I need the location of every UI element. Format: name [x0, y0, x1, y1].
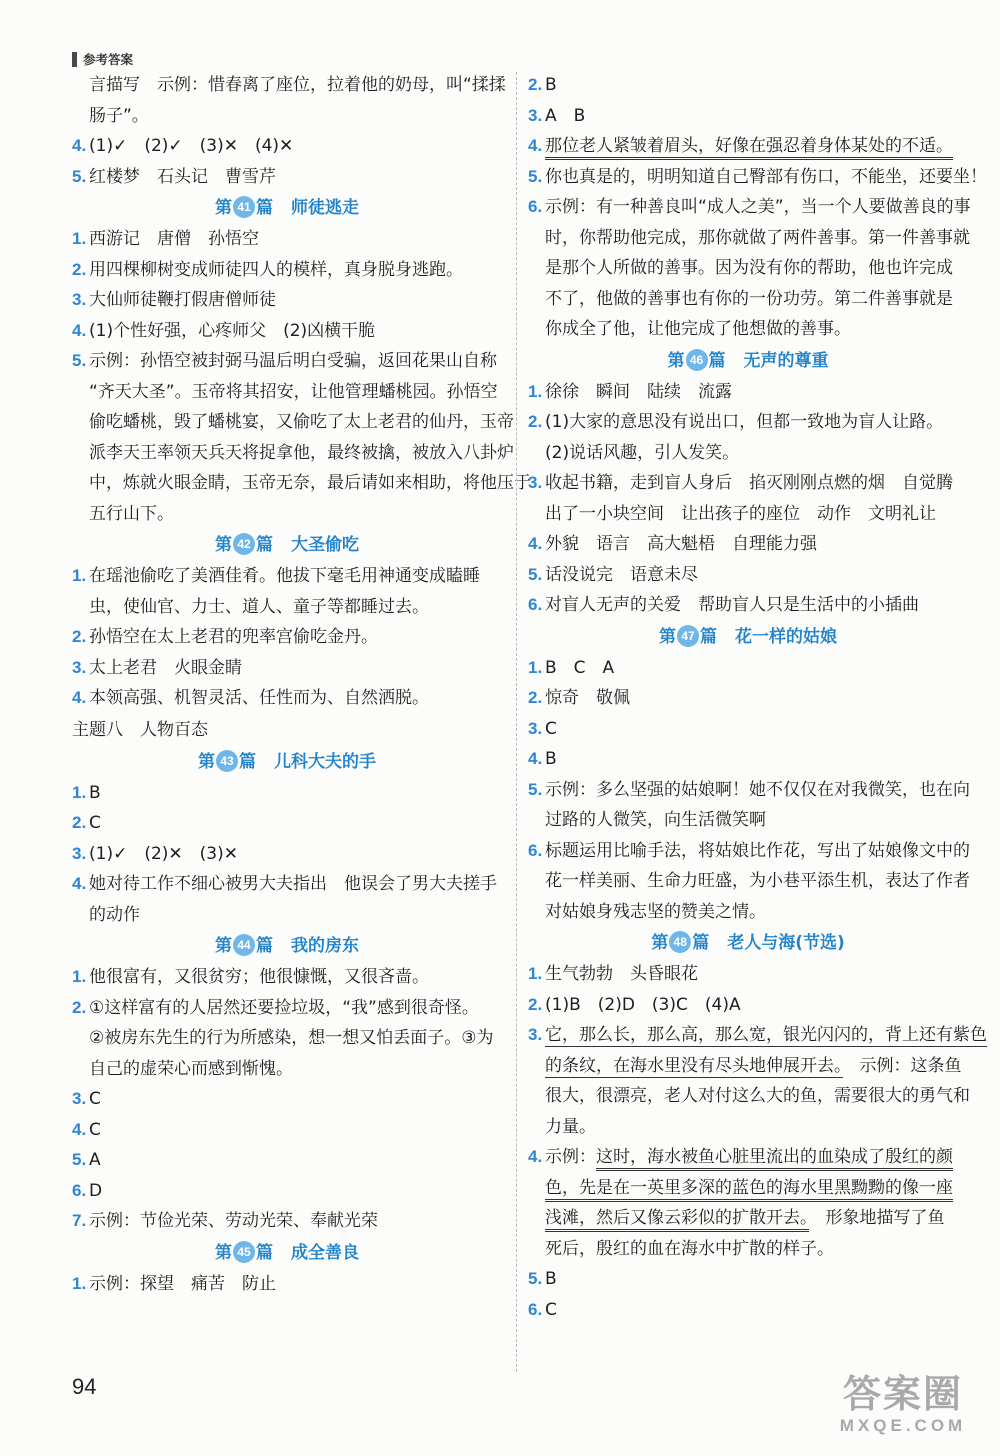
- answer-line: [72, 683, 502, 714]
- answer-line: [72, 778, 502, 809]
- answer-number: 5.: [72, 166, 87, 186]
- answer-text: C: [89, 1089, 101, 1109]
- answer-number: 6.: [528, 595, 543, 614]
- answer-line: [528, 560, 968, 591]
- section-prefix: 第: [667, 350, 685, 371]
- answer-text: 言描写 示例：惜春离了座位，拉着他的奶母，叫“揉揉: [89, 75, 506, 95]
- answer-text: (1)✓ (2)✕ (3)✕: [89, 843, 238, 864]
- section-number-badge: 44: [233, 934, 255, 956]
- answer-line: [528, 314, 968, 345]
- answer-line: [528, 284, 968, 315]
- section-title: [72, 1237, 502, 1269]
- answer-line: [72, 131, 502, 162]
- answer-line: [72, 839, 502, 870]
- answer-line: [72, 653, 502, 684]
- answer-line: [72, 808, 502, 839]
- answer-number: 3.: [528, 718, 543, 738]
- answer-item: [72, 70, 506, 131]
- answer-line: [528, 590, 968, 621]
- answer-line: [528, 1203, 968, 1234]
- answer-text: D: [89, 1180, 103, 1201]
- answer-number: 3.: [72, 657, 87, 677]
- answer-line: [528, 377, 968, 408]
- answer-line: [528, 162, 987, 193]
- answer-text: 惊奇 敬佩: [545, 688, 630, 708]
- answer-line: [72, 1084, 502, 1115]
- answer-text: 虫，使仙官、力士、道人、童子等都睡过去。: [89, 596, 429, 617]
- answer-line: [72, 162, 502, 193]
- answer-item: [72, 778, 502, 809]
- answer-item: [72, 622, 502, 653]
- answer-text: 生气勃勃 头昏眼花: [545, 964, 698, 984]
- section-title: [528, 345, 968, 377]
- answer-number: 4.: [72, 1119, 87, 1139]
- answer-item: [528, 683, 968, 714]
- answer-item: [72, 316, 502, 347]
- section-prefix: 第: [659, 626, 676, 647]
- answer-item: [72, 224, 502, 255]
- answer-text: 对姑娘身残志坚的赞美之情。: [545, 901, 766, 922]
- answer-line: [72, 1054, 502, 1085]
- answer-number: 2.: [72, 259, 87, 279]
- left-column: [72, 70, 531, 1299]
- answer-text: 不了，他做的善事也有你的一份功劳。第二件善事就是: [545, 288, 953, 309]
- answer-number: 2.: [72, 627, 87, 646]
- section-name: 成全善良: [291, 1242, 359, 1263]
- answer-line: [72, 499, 502, 530]
- answer-item: [72, 1084, 502, 1115]
- section-number-badge: 48: [669, 931, 691, 953]
- answer-line: [72, 869, 502, 900]
- right-column: [528, 70, 987, 1325]
- answer-number: 3.: [528, 473, 543, 492]
- answer-item: [72, 255, 502, 286]
- answer-number: 3.: [72, 290, 87, 309]
- answer-number: 3.: [528, 105, 543, 125]
- section-number-badge: 47: [677, 625, 699, 647]
- answer-line: [528, 529, 968, 560]
- answer-line: [72, 1206, 502, 1237]
- answer-number: 5.: [528, 564, 543, 584]
- answer-text: 很大，很漂亮，老人对付这么大的鱼，需要很大的勇气和: [545, 1086, 970, 1106]
- section-suffix: 篇: [700, 626, 717, 647]
- section-suffix: 篇: [256, 198, 273, 218]
- section-title: [72, 746, 502, 778]
- answer-number: 2.: [72, 997, 87, 1017]
- answer-item: [72, 1206, 502, 1237]
- section-number-badge: 45: [233, 1241, 255, 1263]
- answer-text: 示例：多么坚强的姑娘啊！她不仅仅在对我微笑，也在向: [545, 779, 970, 800]
- underlined-answer-text: 这时，海水被鱼心脏里流出的血染成了殷红的颜: [596, 1147, 953, 1171]
- answer-line: [528, 1234, 968, 1265]
- answer-text: 孙悟空在太上老君的兜率宫偷吃金丹。: [89, 627, 378, 647]
- underlined-answer-text: 那位老人紧皱着眉头，好像在强忍着身体某处的不适。: [545, 136, 953, 160]
- answer-text: 示例：: [545, 1147, 596, 1167]
- answer-text: 时，你帮助他完成，那你就做了两件善事。第一件善事就: [545, 227, 970, 248]
- underlined-answer-text: 色，先是在一英里多深的蓝色的海水里黑黝黝的像一座: [545, 1178, 953, 1202]
- answer-line: [72, 407, 514, 438]
- answer-text: 派李天王率领天兵天将捉拿他，最终被擒，被放入八卦炉: [89, 442, 514, 463]
- answer-line: [528, 866, 968, 897]
- answer-number: 3.: [72, 843, 87, 863]
- answer-item: [72, 285, 502, 316]
- answer-number: 1.: [72, 229, 87, 248]
- answer-item: [528, 990, 968, 1021]
- answer-number: 1.: [72, 782, 87, 802]
- answer-number: 6.: [72, 1180, 87, 1200]
- answer-text: ①这样富有的人居然还要捡垃圾，“我”感到很奇怪。: [89, 997, 479, 1018]
- section-number-badge: 46: [686, 349, 708, 371]
- answer-text: ②被房东先生的行为所感染，想一想又怕丢面子。③为: [89, 1028, 494, 1048]
- answer-text: B: [545, 749, 557, 769]
- answer-number: 1.: [528, 964, 543, 983]
- answer-item: [528, 653, 968, 684]
- answer-number: 4.: [72, 874, 87, 893]
- answer-item: [528, 714, 968, 745]
- answer-text: (1)✓ (2)✓ (3)✕ (4)✕: [89, 136, 294, 156]
- answer-number: 1.: [72, 566, 87, 585]
- answer-text: 五行山下。: [89, 503, 174, 524]
- answer-item: [72, 1176, 502, 1207]
- section-number-badge: 41: [233, 196, 255, 218]
- answer-line: [72, 468, 531, 499]
- answer-line: [528, 959, 968, 990]
- answer-item: [528, 959, 968, 990]
- answer-item: [528, 468, 968, 529]
- section-title: [72, 192, 502, 224]
- section-name: 无声的尊重: [743, 350, 829, 371]
- answer-text: 他很富有，又很贫穷；他很慷慨，又很吝啬。: [89, 967, 429, 987]
- answer-line: [528, 1051, 968, 1082]
- answer-line: [72, 285, 502, 316]
- answer-line: [528, 223, 968, 254]
- answer-text: 示例：孙悟空被封弼马温后明白受骗，返回花果山自称: [89, 351, 497, 371]
- section-prefix: 第: [215, 535, 232, 555]
- answer-number: 1.: [72, 1273, 87, 1293]
- section-prefix: 第: [215, 1242, 232, 1263]
- section-name: 老人与海(节选): [727, 933, 845, 953]
- answer-line: [528, 1112, 968, 1143]
- section-prefix: 第: [215, 936, 232, 956]
- answer-text: C: [545, 718, 557, 739]
- answer-line: [72, 316, 502, 347]
- answer-item: [528, 162, 987, 193]
- answer-number: 1.: [528, 657, 543, 677]
- answer-text: 标题运用比喻手法，将姑娘比作花，写出了姑娘像文中的: [545, 840, 970, 861]
- answer-item: [528, 1020, 987, 1142]
- answer-item: [528, 590, 968, 621]
- underlined-answer-text: 它，那么长，那么高，那么宽，银光闪闪的，背上还有紫色: [545, 1025, 987, 1045]
- answer-line: [72, 1269, 502, 1300]
- answer-text: B: [545, 1269, 557, 1289]
- answer-item: [528, 192, 971, 345]
- answer-text: 示例：节俭光荣、劳动光荣、奉献光荣: [89, 1211, 378, 1231]
- section-suffix: 篇: [239, 751, 256, 772]
- answer-item: [72, 1115, 502, 1146]
- section-prefix: 第: [198, 751, 215, 772]
- answer-line: [72, 622, 502, 653]
- section-suffix: 篇: [692, 933, 710, 953]
- underlined-answer-text: 的条纹，在海水里没有尽头地伸展开去。: [545, 1055, 843, 1076]
- answer-text: (1)B (2)D (3)C (4)A: [545, 994, 741, 1015]
- answer-line: [72, 592, 502, 623]
- answer-line: [72, 962, 502, 993]
- answer-text: 用四棵柳树变成师徒四人的模样，真身脱身逃跑。: [89, 259, 463, 280]
- answer-line: [528, 775, 968, 806]
- page-number: 94: [72, 1374, 97, 1399]
- answer-item: [528, 560, 968, 591]
- answer-item: [528, 1142, 968, 1264]
- answer-number: 2.: [528, 688, 543, 707]
- answer-number: 4.: [528, 534, 543, 553]
- answer-text: B: [89, 782, 101, 803]
- answer-text: 的动作: [89, 904, 140, 925]
- answer-text: 形象地描写了鱼: [808, 1208, 945, 1228]
- watermark-logo-text: 答案圈: [842, 1372, 963, 1416]
- section-prefix: 第: [651, 933, 669, 953]
- answer-item: [528, 775, 968, 836]
- answer-line: [528, 192, 971, 223]
- answer-number: 2.: [528, 412, 543, 431]
- answer-line: [72, 101, 502, 132]
- answer-text: B: [545, 75, 557, 95]
- answer-text: 自己的虚荣心而感到惭愧。: [89, 1058, 293, 1079]
- answer-text: 本领高强、机智灵活、任性而为、自然洒脱。: [89, 688, 429, 708]
- answer-number: 4.: [72, 136, 87, 155]
- answer-line: [528, 1264, 968, 1295]
- watermark-logo: [828, 1372, 978, 1448]
- answer-line: [72, 1115, 502, 1146]
- answer-item: [72, 1145, 502, 1176]
- answer-text: C: [89, 1119, 101, 1140]
- answer-number: 5.: [528, 1269, 543, 1288]
- answer-text: 大仙师徒鞭打假唐僧师徒: [89, 290, 276, 310]
- answer-line: [528, 744, 968, 775]
- answer-item: [72, 346, 531, 529]
- answer-item: [72, 561, 502, 622]
- answer-item: [528, 529, 968, 560]
- answer-text: (1)大家的意思没有说出口，但都一致地为盲人让路。: [545, 412, 944, 432]
- answer-text: 徐徐 瞬间 陆续 流露: [545, 381, 732, 402]
- answer-item: [72, 839, 502, 870]
- answer-line: [528, 836, 968, 867]
- answer-text: 是那个人所做的善事。因为没有你的帮助，他也许完成: [545, 258, 953, 278]
- answer-number: 2.: [528, 75, 543, 94]
- answer-line: [72, 1145, 502, 1176]
- answer-line: [72, 1023, 502, 1054]
- answer-text: 她对待工作不细心被男大夫指出 他误会了男大夫搓手: [89, 874, 497, 894]
- answer-text: 话没说完 语意未尽: [545, 564, 698, 585]
- answer-text: B C A: [545, 657, 615, 678]
- section-suffix: 篇: [256, 936, 273, 956]
- section-title: [528, 927, 968, 959]
- section-number-badge: 42: [233, 533, 255, 555]
- header-marker: [72, 52, 77, 67]
- answer-item: [528, 744, 968, 775]
- answer-line: [528, 683, 968, 714]
- answer-line: [72, 255, 502, 286]
- answer-line: [72, 346, 502, 377]
- answer-line: [528, 438, 968, 469]
- section-number-badge: 43: [216, 750, 238, 772]
- answer-text: 收起书籍，走到盲人身后 掐灭刚刚点燃的烟 自觉腾: [545, 473, 953, 493]
- answer-item: [528, 836, 968, 928]
- answer-item: [528, 377, 968, 408]
- answer-line: [528, 468, 968, 499]
- answer-text: (1)个性好强，心疼师父 (2)凶横干脆: [89, 320, 376, 341]
- answer-text: 对盲人无声的关爱 帮助盲人只是生活中的小插曲: [545, 595, 919, 615]
- answer-line: [72, 993, 502, 1024]
- answer-line: [528, 897, 968, 928]
- answer-line: [72, 438, 514, 469]
- answer-text: 外貌 语言 高大魁梧 自理能力强: [545, 534, 817, 554]
- underlined-answer-text: 浅滩，然后又像云彩似的扩散开去。: [545, 1208, 809, 1232]
- answer-item: [72, 808, 502, 839]
- answer-line: [528, 253, 968, 284]
- answer-number: 2.: [528, 994, 543, 1014]
- answer-line: [528, 70, 968, 101]
- answer-text: 你也真是的，明明知道自己臀部有伤口，不能坐，还要坐！: [545, 166, 987, 187]
- answer-text: 出了一小块空间 让出孩子的座位 动作 文明礼让: [545, 503, 936, 524]
- answer-number: 3.: [528, 1025, 543, 1044]
- answer-line: [72, 377, 502, 408]
- answer-text: 西游记 唐僧 孙悟空: [89, 229, 259, 249]
- section-suffix: 篇: [708, 350, 726, 371]
- answer-item: [72, 1269, 502, 1300]
- answer-number: 1.: [72, 967, 87, 986]
- section-prefix: 第: [215, 198, 232, 218]
- answer-text: 力量。: [545, 1116, 596, 1137]
- answer-number: 6.: [528, 1299, 543, 1319]
- answer-number: 4.: [72, 320, 87, 340]
- answer-number: 5.: [72, 351, 87, 370]
- answer-line: [528, 1295, 968, 1326]
- answer-number: 6.: [528, 197, 543, 216]
- watermark-domain: MXQE.COM: [839, 1416, 967, 1435]
- answer-item: [528, 131, 968, 162]
- answer-text: 在瑶池偷吃了美酒佳肴。他拔下毫毛用神通变成瞌睡: [89, 566, 480, 586]
- section-title: [72, 529, 502, 561]
- answer-line: [72, 1176, 502, 1207]
- answer-item: [528, 407, 968, 468]
- header-label: 参考答案: [83, 52, 134, 67]
- section-name: 师徒逃走: [291, 198, 359, 218]
- answer-item: [72, 962, 502, 993]
- answer-line: [72, 224, 502, 255]
- answer-line: [528, 407, 968, 438]
- answer-number: 3.: [72, 1089, 87, 1108]
- answer-text: A: [89, 1150, 101, 1170]
- answer-text: 示例：探望 痛苦 防止: [89, 1273, 276, 1294]
- answer-item: [528, 70, 968, 101]
- answer-line: [528, 101, 968, 132]
- answer-line: [528, 1081, 968, 1112]
- section-name: 大圣偷吃: [291, 535, 359, 555]
- page-header: [72, 50, 133, 68]
- answer-text: 你成全了他，让他完成了他想做的善事。: [545, 319, 851, 339]
- answer-number: 4.: [72, 688, 87, 707]
- answer-text: “齐天大圣”。玉帝将其招安，让他管理蟠桃园。孙悟空: [89, 381, 498, 402]
- column-divider: [516, 72, 517, 1372]
- answer-text: 红楼梦 石头记 曹雪芹: [89, 166, 276, 187]
- answer-item: [528, 1264, 968, 1295]
- answer-text: 中，炼就火眼金睛，玉帝无奈，最后请如来相助，将他压于: [89, 473, 531, 493]
- answer-text: 肠子”。: [89, 105, 149, 126]
- answer-text: 示例：有一种善良叫“成人之美”，当一个人要做善良的事: [545, 197, 971, 217]
- section-name: 我的房东: [291, 936, 359, 956]
- section-title: [72, 930, 502, 962]
- answer-number: 1.: [528, 381, 543, 401]
- answer-text: 死后，殷红的血在海水中扩散的样子。: [545, 1238, 834, 1259]
- answer-number: 4.: [528, 749, 543, 768]
- answer-text: C: [545, 1299, 557, 1320]
- theme-heading: 主题八 人物百态: [72, 719, 208, 740]
- answer-item: [528, 1295, 968, 1326]
- answer-item: [72, 653, 502, 684]
- section-suffix: 篇: [256, 535, 273, 555]
- answer-item: [72, 162, 502, 193]
- answer-line: [528, 653, 968, 684]
- answer-text: A B: [545, 105, 586, 126]
- answer-text: 花一样美丽、生命力旺盛，为小巷平添生机，表达了作者: [545, 871, 970, 891]
- answer-number: 5.: [72, 1150, 87, 1169]
- answer-text: 偷吃蟠桃，毁了蟠桃宴，又偷吃了太上老君的仙丹，玉帝: [89, 412, 514, 432]
- answer-number: 5.: [528, 166, 543, 186]
- answer-number: 7.: [72, 1211, 87, 1230]
- answer-number: 2.: [72, 813, 87, 832]
- answer-number: 4.: [528, 1147, 543, 1166]
- answer-text: 过路的人微笑，向生活微笑啊: [545, 810, 766, 830]
- answer-item: [72, 993, 502, 1085]
- answer-line: [72, 900, 502, 931]
- answer-text: 太上老君 火眼金睛: [89, 657, 242, 678]
- answer-item: [72, 131, 502, 162]
- answer-text: (2)说话风趣，引人发笑。: [545, 442, 740, 463]
- answer-item: [528, 101, 968, 132]
- answer-line: [528, 714, 968, 745]
- section-suffix: 篇: [256, 1242, 273, 1263]
- answer-line: [528, 1142, 968, 1173]
- answer-text: 示例：这条鱼: [842, 1055, 962, 1076]
- answer-line: [72, 561, 502, 592]
- answer-line: [528, 1020, 987, 1051]
- section-title: [528, 621, 968, 653]
- answer-line: [528, 131, 968, 162]
- answer-line: [528, 1173, 968, 1204]
- answer-number: 5.: [528, 779, 543, 799]
- answer-line: [528, 990, 968, 1021]
- answer-number: 4.: [528, 136, 543, 155]
- section-name: 儿科大夫的手: [274, 751, 376, 772]
- answer-line: [528, 499, 968, 530]
- answer-number: 6.: [528, 840, 543, 860]
- answer-line: [72, 70, 506, 101]
- section-name: 花一样的姑娘: [735, 626, 837, 647]
- answer-line: [528, 805, 968, 836]
- answer-text: C: [89, 813, 101, 833]
- answer-item: [72, 683, 502, 714]
- answer-item: [72, 869, 502, 930]
